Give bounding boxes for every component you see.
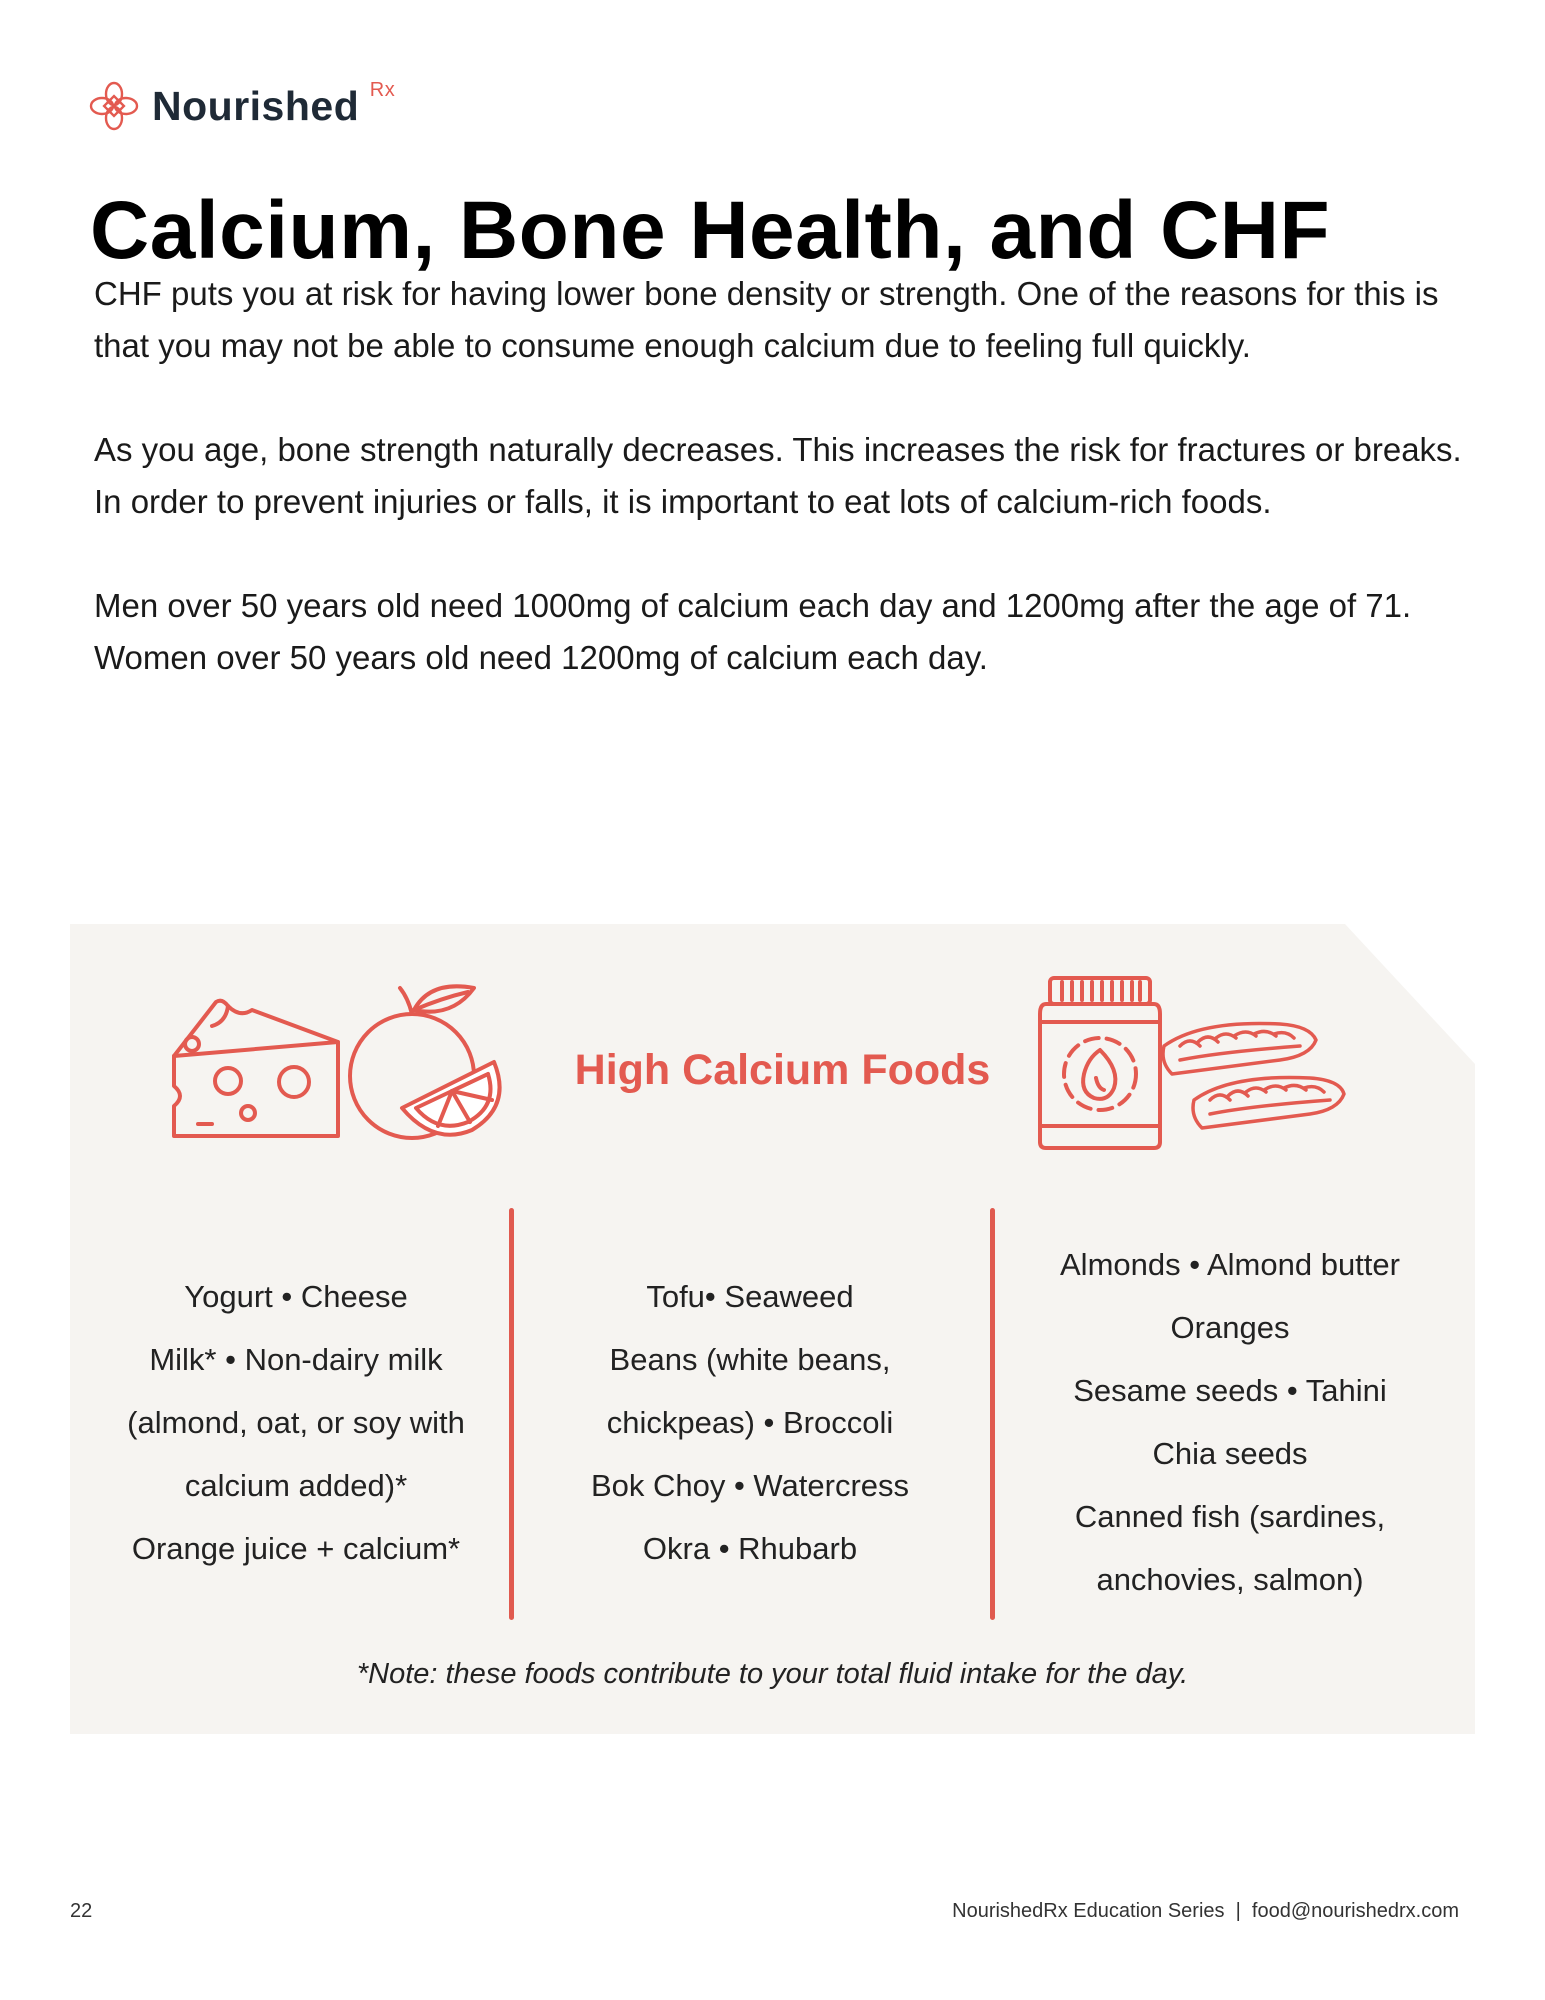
list-item: Sesame seeds • Tahini: [1073, 1373, 1387, 1408]
brand-name: [152, 78, 396, 130]
intro-paragraph-1: CHF puts you at risk for having lower bone density or strength. One of the reasons for this is that you may not be able to consume enough calcium due to feeling full quickly.: [94, 275, 1439, 364]
salmon-fillet-icon: [1160, 1016, 1346, 1142]
list-item: Beans (white beans,: [609, 1341, 891, 1377]
list-item: Canned fish (sardines,: [1074, 1499, 1386, 1534]
food-column-dairy: [86, 1222, 506, 1622]
nut-butter-jar-icon: [1036, 974, 1164, 1152]
list-item: chickpeas) • Broccoli: [606, 1404, 894, 1440]
list-item: Chia seeds: [1152, 1436, 1308, 1471]
list-item: Okra • Rhubarb: [642, 1530, 858, 1566]
page-number: 22: [70, 1900, 93, 1922]
list-item: (almond, oat, or soy with: [127, 1404, 465, 1440]
intro-text: [94, 268, 1464, 736]
list-item: Bok Choy • Watercress: [590, 1467, 910, 1503]
intro-paragraph-2: As you age, bone strength naturally decreases. This increases the risk for fractures or breaks. In order to prevent injuries or falls, it is important to eat lots of calcium-rich foods.: [94, 431, 1462, 520]
footer-series: NourishedRx Education Series | food@nourishedrx.com: [952, 1900, 1459, 1922]
list-item: calcium added)*: [184, 1467, 408, 1503]
brand-suffix: Rx: [369, 78, 396, 101]
flower-logo-icon: [86, 78, 142, 134]
brand-name-text: Nourished: [152, 82, 360, 129]
list-item: Oranges: [1170, 1310, 1290, 1345]
column-divider-2: [990, 1208, 995, 1620]
list-item: anchovies, salmon): [1096, 1562, 1364, 1597]
fluid-note: *Note: these foods contribute to your total fluid intake for the day.: [356, 1658, 1189, 1690]
list-item: Almonds • Almond butter: [1060, 1247, 1400, 1282]
list-item: Tofu• Seaweed: [646, 1278, 854, 1314]
brand-logo: [86, 78, 396, 134]
food-column-plants: [540, 1222, 960, 1622]
list-item: Orange juice + calcium*: [131, 1530, 461, 1566]
list-item: Yogurt • Cheese: [184, 1278, 408, 1314]
list-item: Milk* • Non-dairy milk: [149, 1341, 443, 1377]
column-divider-1: [509, 1208, 514, 1620]
panel-title: High Calcium Foods: [574, 1046, 991, 1094]
intro-paragraph-3: Men over 50 years old need 1000mg of calcium each day and 1200mg after the age of 71. Women over 50 years old need 1200mg of calcium each day.: [94, 587, 1412, 676]
food-column-nuts-fish: [1010, 1222, 1450, 1622]
page-title: Calcium, Bone Health, and CHF: [90, 185, 1331, 276]
